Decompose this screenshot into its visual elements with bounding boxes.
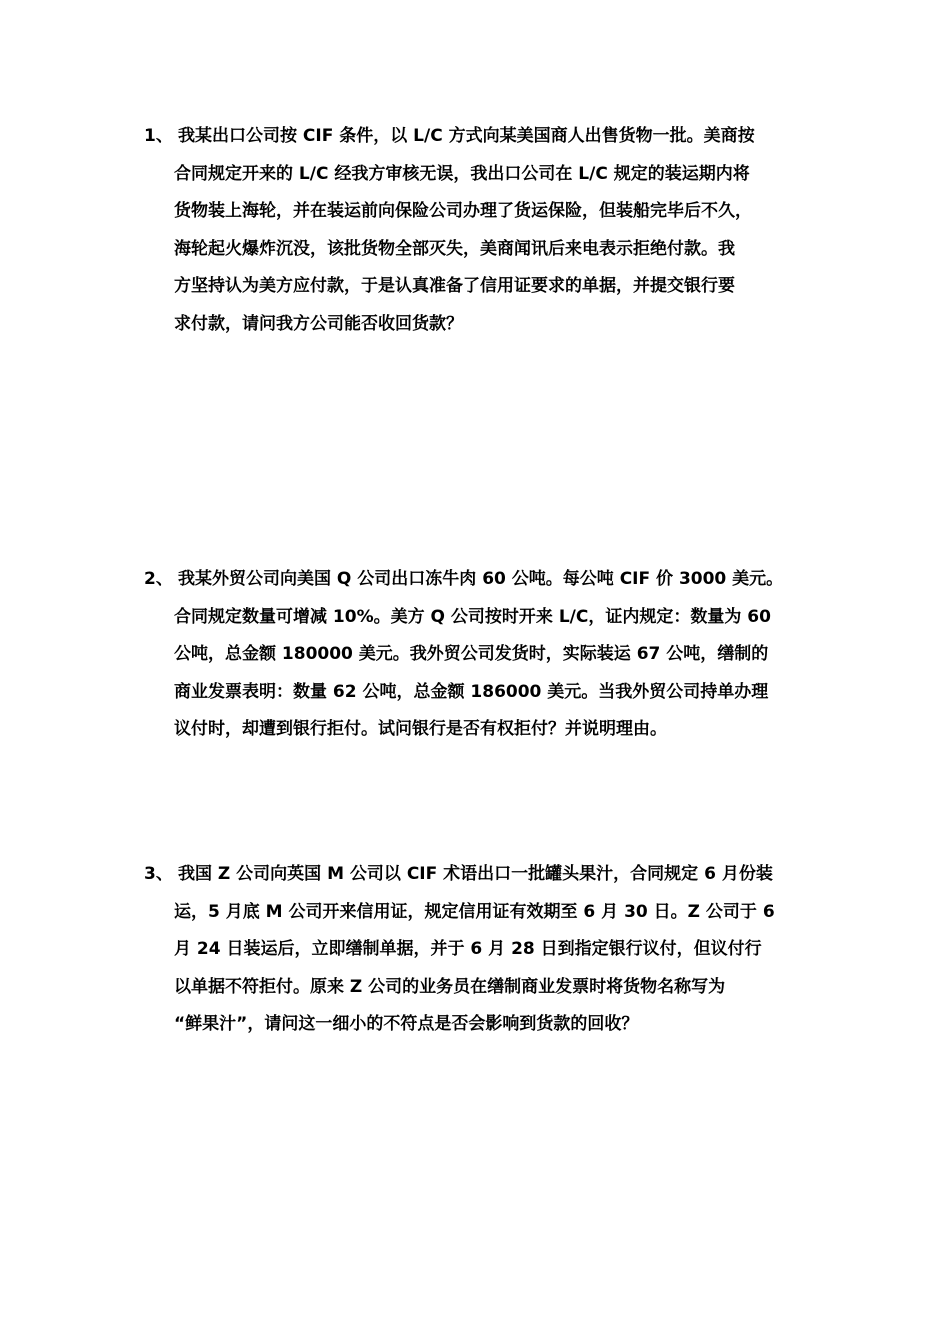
question-text-line: 方坚持认为美方应付款，于是认真准备了信用证要求的单据，并提交银行要 bbox=[174, 276, 735, 296]
question-text-line: 合同规定开来的 L/C 经我方审核无误，我出口公司在 L/C 规定的装运期内将 bbox=[174, 163, 750, 184]
question-2-first-row bbox=[144, 561, 824, 599]
question-text-line: 月 24 日装运后，立即缮制单据，并于 6 月 28 日到指定银行议付，但议付行 bbox=[174, 939, 762, 959]
question-1-first-row bbox=[144, 118, 824, 156]
question-text-line: “鲜果汁”，请问这一细小的不符点是否会影响到货款的回收？ bbox=[174, 1014, 639, 1034]
question-number: 3、 bbox=[144, 864, 173, 884]
question-2 bbox=[144, 561, 824, 749]
question-3 bbox=[144, 856, 824, 1044]
question-number: 1、 bbox=[144, 126, 173, 146]
question-text-line: 货物装上海轮，并在装运前向保险公司办理了货运保险，但装船完毕后不久， bbox=[174, 201, 752, 221]
question-text-line: 合同规定数量可增减 10%。美方 Q 公司按时开来 L/C，证内规定：数量为 60 bbox=[174, 606, 771, 627]
question-1 bbox=[144, 118, 824, 343]
question-text-line: 公吨，总金额 180000 美元。我外贸公司发货时，实际装运 67 公吨，缮制的 bbox=[174, 644, 769, 664]
question-text-line: 海轮起火爆炸沉没，该批货物全部灭失，美商闻讯后来电表示拒绝付款。我 bbox=[174, 238, 735, 259]
question-text-line: 议付时，却遭到银行拒付。试问银行是否有权拒付？并说明理由。 bbox=[174, 719, 667, 739]
question-text-line: 运，5 月底 M 公司开来信用证，规定信用证有效期至 6 月 30 日。Z 公司于 6 bbox=[174, 901, 775, 922]
question-text-line: 我某外贸公司向美国 Q 公司出口冻牛肉 60 公吨。每公吨 CIF 价 3000 美元。 bbox=[178, 569, 784, 589]
question-text-line: 商业发票表明：数量 62 公吨，总金额 186000 美元。当我外贸公司持单办理 bbox=[174, 681, 769, 702]
question-number: 2、 bbox=[144, 569, 173, 589]
question-text-line: 我某出口公司按 CIF 条件，以 L/C 方式向某美国商人出售货物一批。美商按 bbox=[178, 126, 755, 146]
question-3-first-row bbox=[144, 856, 824, 894]
question-text-line: 求付款，请问我方公司能否收回货款？ bbox=[174, 313, 463, 334]
question-text-line: 我国 Z 公司向英国 M 公司以 CIF 术语出口一批罐头果汁，合同规定 6 月份装 bbox=[178, 864, 773, 884]
question-text-line: 以单据不符拒付。原来 Z 公司的业务员在缮制商业发票时将货物名称写为 bbox=[174, 976, 726, 997]
